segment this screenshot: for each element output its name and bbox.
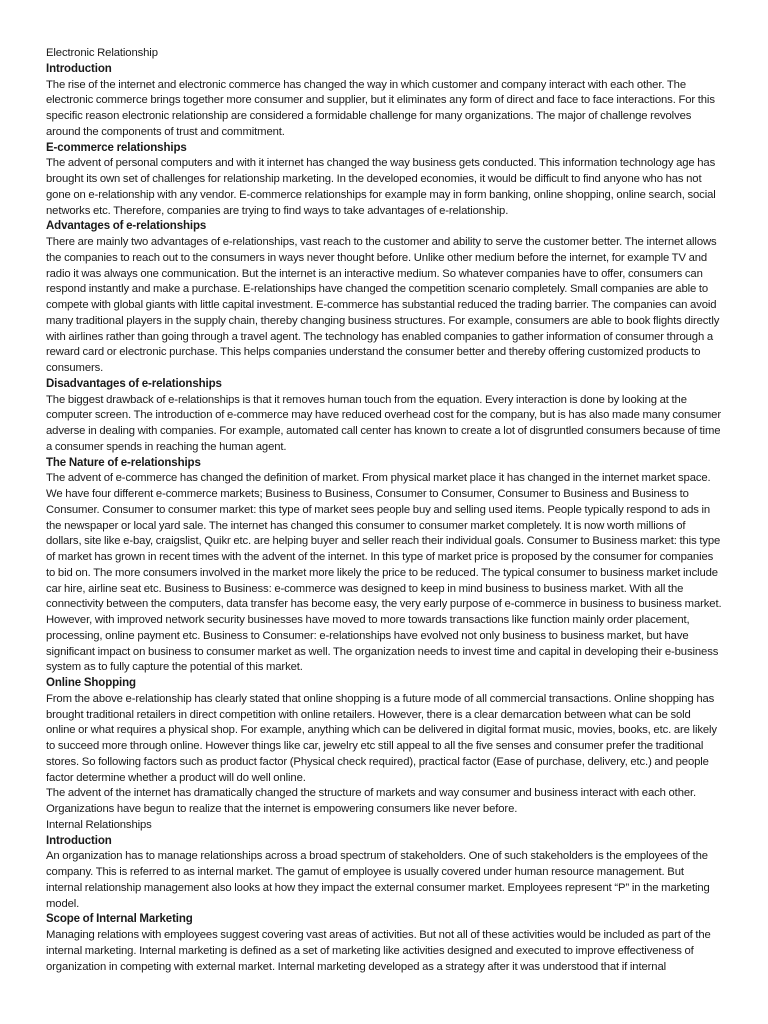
section-heading-advantages: Advantages of e-relationships bbox=[46, 220, 207, 233]
paragraph-introduction: The rise of the internet and electronic commerce has changed the way in which customer and company interact with each other. The electronic commerce brings together more consumer and supplier, but it eliminates any form of direct and face to face interactions. For this specific reason electronic relationship are considered a formidable challenge for many organizations. The major of challenge revolves around the components of trust and commitment. bbox=[46, 78, 715, 138]
section-heading-ecommerce-relationships: E-commerce relationships bbox=[46, 141, 187, 154]
section-heading-online-shopping: Online Shopping bbox=[46, 677, 136, 689]
paragraph-nature: The advent of e-commerce has changed the definition of market. From physical market place it has changed in the internet market space. We have four different e-commerce markets; Business to Business, Consumer to Consumer, Consumer to Business and Business to Consumer. Consumer to consumer market: this type of market sees people buy and selling used items. People typically respond to ads in the newspaper or local yard sale. The internet has changed this consumer to consumer market completely. It is now worth millions of dollars, site like e-bay, craigslist, Quikr etc. are helping buyer and seller reach their individual goals. Consumer to Business market: this type of market has grown in recent times with the advent of the internet. In this type of market price is proposed by the consumer for companies to bid on. The more consumers involved in the market more likely the price to be reduced. The typical consumer to business market include car hire, airline seat etc. Business to Business: e-commerce was designed to keep in mind business to business market. With all the connectivity between the computers, data transfer has become easy, the very early purpose of e-commerce in business to business market. However, with improved network security businesses have moved to more towards transactions like function mainly order placement, processing, online payment etc. Business to Consumer: e-relationships have evolved not only business to business market, but have significant impact on business to consumer market as well. The organization needs to invest time and capital in developing their e-business system as to fully capture the potential of this market. bbox=[46, 472, 722, 674]
paragraph-disadvantages: The biggest drawback of e-relationships is that it removes human touch from the equation. Every interaction is done by looking at the computer screen. The introduction of e-commerce may have reduced overhead cost for the company, but is has also made many consumer adverse in dealing with companies. For example, automated call center has known to create a lot of disgruntled consumers because of time a consumer spends in reaching the human agent. bbox=[46, 393, 721, 453]
part-title-internal-relationships: Internal Relationships bbox=[46, 818, 152, 831]
section-heading-scope-internal-marketing: Scope of Internal Marketing bbox=[46, 913, 193, 926]
paragraph-internal-introduction: An organization has to manage relationships across a broad spectrum of stakeholders. One of such stakeholders is the employees of the company. This is referred to as internal market. The gamut of employee is usually covered under human resource management. But internal relationship management also looks at how they impact the external consumer market. Employees represent “P” in the marketing model. bbox=[46, 850, 710, 910]
paragraph-online-shopping-2: The advent of the internet has dramatically changed the structure of markets and way consumer and business interact with each other. Organizations have begun to realize that the internet is empowering consumers like never before. bbox=[46, 787, 697, 815]
section-heading-internal-introduction: Introduction bbox=[46, 834, 112, 847]
document-page bbox=[46, 46, 722, 975]
section-heading-nature: The Nature of e-relationships bbox=[46, 456, 201, 469]
section-heading-disadvantages: Disadvantages of e-relationships bbox=[46, 377, 222, 390]
section-heading-introduction: Introduction bbox=[46, 62, 112, 75]
paragraph-advantages: There are mainly two advantages of e-relationships, vast reach to the customer and ability to serve the customer better. The internet allows the companies to reach out to the consumers in ways never thought before. Unlike other medium before the internet, for example TV and radio it was always one communication. But the internet is an interactive medium. So whatever companies have to offer, consumers can respond instantly and make a purchase. E-relationships have changed the competition scenario completely. Small companies are able to compete with global giants with little capital investment. E-commerce has substantial reduced the trading barrier. The companies can avoid many traditional players in the supply chain, thereby changing business structures. For example, consumers are able to book flights directly with airlines rather than going through a travel agent. The technology has enabled companies to gather information of consumer through a reward card or electronic purchase. This helps companies understand the consumer better and thereby offering customized products to consumers. bbox=[46, 236, 720, 374]
paragraph-online-shopping-1: From the above e-relationship has clearly stated that online shopping is a future mode of all commercial transactions. Online shopping has brought traditional retailers in direct competition with online retailers. However, there is a clear demarcation between what can be sold online or what requires a physical shop. For example, anything which can be delivered in digital format music, movies, books, etc. are likely to succeed more through online. However things like car, jewelry etc still appeal to all the five senses and consumer prefer the traditional stores. So following factors such as product factor (Physical check required), practical factor (Ease of purchase, delivery, etc.) and people factor determine whether a product will do well online. bbox=[46, 692, 717, 784]
paragraph-scope-internal-marketing: Managing relations with employees suggest covering vast areas of activities. But not all of these activities would be included as part of the internal marketing. Internal marketing is defined as a set of marketing like activities designed and executed to improve effectiveness of organization in competing with external market. Internal marketing developed as a strategy after it was understood that if internal bbox=[46, 929, 711, 973]
paragraph-ecommerce-relationships: The advent of personal computers and with it internet has changed the way business gets conducted. This information technology age has brought its own set of challenges for relationship marketing. In the developed economies, it would be difficult to find anyone who has not gone on e-relationship with any vendor. E-commerce relationships for example may in form banking, online shopping, online search, social networks etc. Therefore, companies are trying to find ways to take advantages of e-relationship. bbox=[46, 157, 716, 217]
document-title: Electronic Relationship bbox=[46, 47, 158, 59]
